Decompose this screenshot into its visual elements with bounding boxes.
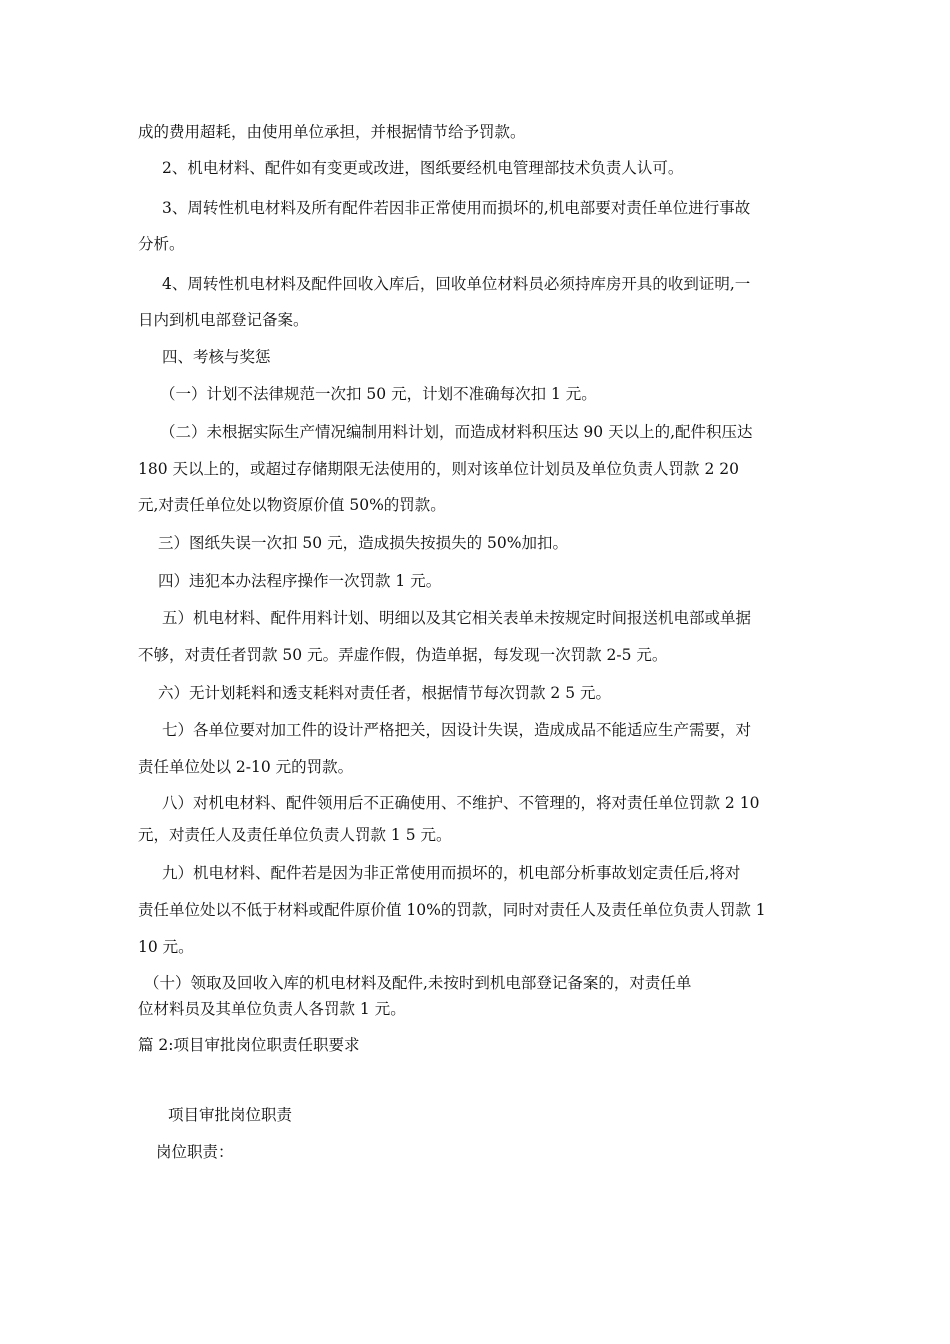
text-line: （二）未根据实际生产情况编制用料计划，而造成材料积压达 90 天以上的,配件积压达 xyxy=(160,423,753,441)
text-line: 三）图纸失误一次扣 50 元，造成损失按损失的 50%加扣。 xyxy=(158,534,568,552)
text-line: 四）违犯本办法程序操作一次罚款 1 元。 xyxy=(158,572,442,590)
text-line: 4、周转性机电材料及配件回收入库后，回收单位材料员必须持库房开具的收到证明,一 xyxy=(162,275,751,293)
text-line: 九）机电材料、配件若是因为非正常使用而损坏的，机电部分析事故划定责任后,将对 xyxy=(162,864,741,882)
text-line: 10 元。 xyxy=(138,938,194,956)
text-line: 元，对责任人及责任单位负责人罚款 1 5 元。 xyxy=(138,826,452,844)
text-line: （十）领取及回收入库的机电材料及配件,未按时到机电部登记备案的，对责任单 xyxy=(144,974,692,992)
text-line: 六）无计划耗料和透支耗料对责任者，根据情节每次罚款 2 5 元。 xyxy=(158,684,612,702)
subsection-label: 岗位职责： xyxy=(156,1143,234,1161)
text-line: 180 天以上的，或超过存储期限无法使用的，则对该单位计划员及单位负责人罚款 2 20 xyxy=(138,460,739,478)
text-line: 责任单位处以 2-10 元的罚款。 xyxy=(138,758,354,776)
text-line: 位材料员及其单位负责人各罚款 1 元。 xyxy=(138,1000,406,1018)
text-line: 日内到机电部登记备案。 xyxy=(138,311,309,329)
text-line: 责任单位处以不低于材料或配件原价值 10%的罚款，同时对责任人及责任单位负责人罚款 1 xyxy=(138,901,766,919)
section-heading: 四、考核与奖惩 xyxy=(162,348,271,366)
text-line: （一）计划不法律规范一次扣 50 元，计划不准确每次扣 1 元。 xyxy=(160,385,597,403)
text-line: 成的费用超耗，由使用单位承担，并根据情节给予罚款。 xyxy=(138,123,526,141)
text-line: 八）对机电材料、配件领用后不正确使用、不维护、不管理的，将对责任单位罚款 2 10 xyxy=(162,794,760,812)
text-line: 七）各单位要对加工件的设计严格把关，因设计失误，造成成品不能适应生产需要，对 xyxy=(162,721,752,739)
text-line: 3、周转性机电材料及所有配件若因非正常使用而损坏的,机电部要对责任单位进行事故 xyxy=(162,199,751,217)
text-line: 2、机电材料、配件如有变更或改进，图纸要经机电管理部技术负责人认可。 xyxy=(162,159,684,177)
text-line: 五）机电材料、配件用料计划、明细以及其它相关表单未按规定时间报送机电部或单据 xyxy=(162,609,752,627)
text-line: 分析。 xyxy=(138,235,185,253)
job-title-heading: 项目审批岗位职责 xyxy=(168,1106,293,1124)
text-line: 不够，对责任者罚款 50 元。弄虚作假，伪造单据，每发现一次罚款 2-5 元。 xyxy=(138,646,668,664)
chapter-heading: 篇 2:项目审批岗位职责任职要求 xyxy=(138,1036,360,1054)
text-line: 元,对责任单位处以物资原价值 50%的罚款。 xyxy=(138,496,446,514)
